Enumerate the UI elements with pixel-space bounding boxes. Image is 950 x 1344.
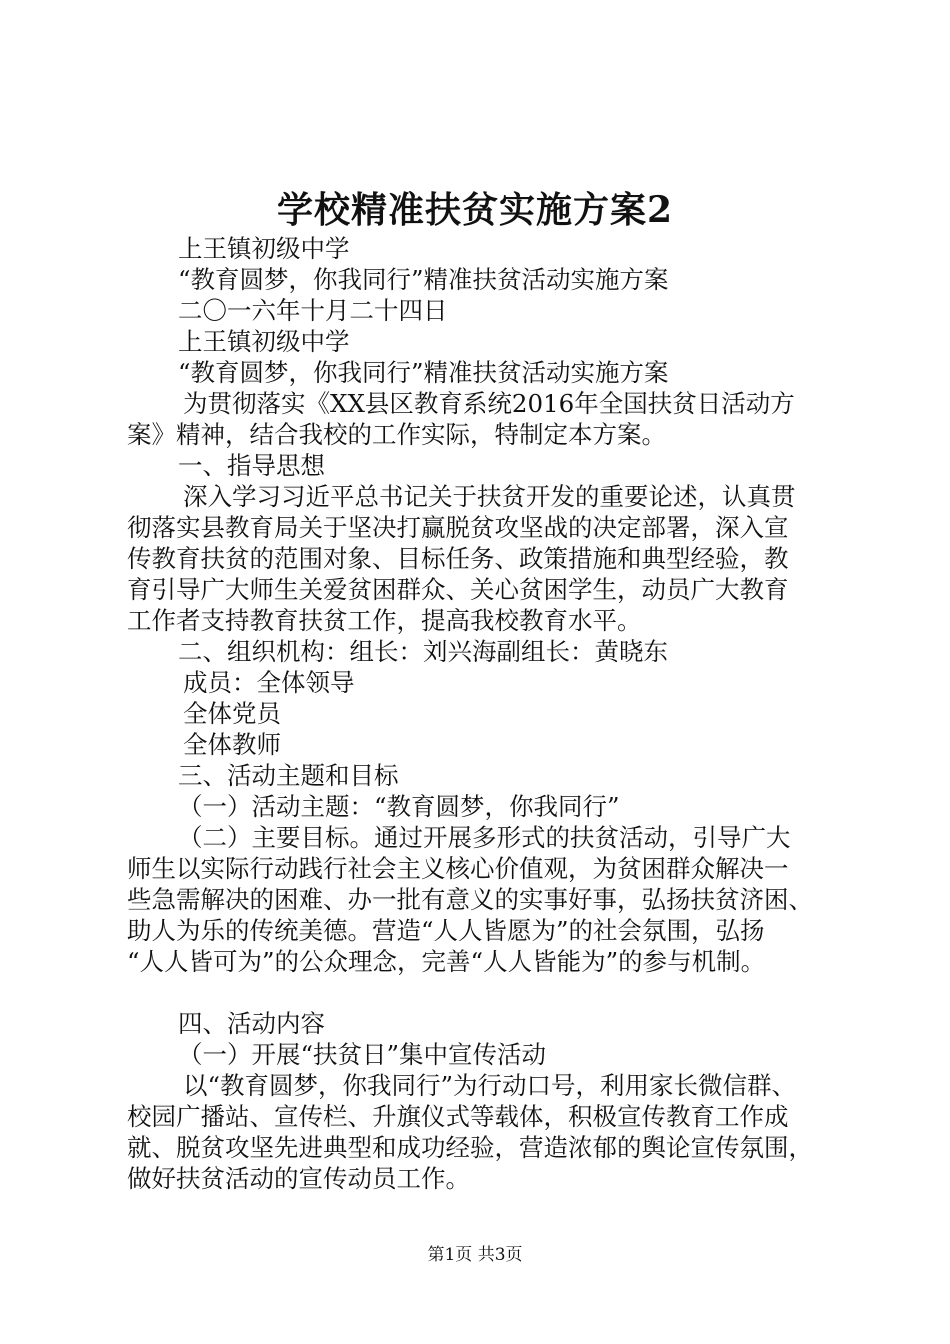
paragraph-line: “人人皆可为”的公众理念，完善“人人皆能为”的参与机制。: [127, 947, 766, 976]
paragraph-line: “教育圆梦，你我同行”精准扶贫活动实施方案: [178, 265, 669, 294]
paragraph-line: 些急需解决的困难、办一批有意义的实事好事，弘扬扶贫济困、: [127, 885, 813, 914]
paragraph-line: “教育圆梦，你我同行”精准扶贫活动实施方案: [178, 358, 669, 387]
paragraph-line: 深入学习习近平总书记关于扶贫开发的重要论述，认真贯: [183, 482, 796, 511]
section-heading: 三、活动主题和目标: [178, 761, 399, 790]
paragraph-line: 上王镇初级中学: [178, 234, 350, 263]
paragraph-line: （一）开展“扶贫日”集中宣传活动: [178, 1040, 547, 1069]
section-heading: 四、活动内容: [178, 1009, 325, 1038]
paragraph-line: （一）活动主题：“教育圆梦，你我同行”: [178, 792, 620, 821]
paragraph-line: 全体教师: [183, 730, 281, 759]
document-title: 学校精准扶贫实施方案2: [276, 189, 674, 231]
paragraph-line: 师生以实际行动践行社会主义核心价值观，为贫困群众解决一: [127, 854, 789, 883]
paragraph-line: 成员：全体领导: [183, 668, 355, 697]
paragraph-line: 上王镇初级中学: [178, 327, 350, 356]
paragraph-line: 全体党员: [183, 699, 281, 728]
paragraph-line: 案》精神，结合我校的工作实际，特制定本方案。: [127, 420, 666, 449]
paragraph-line: 就、脱贫攻坚先进典型和成功经验，营造浓郁的舆论宣传氛围，: [127, 1133, 813, 1162]
document-body: [127, 233, 827, 1194]
paragraph-line: 做好扶贫活动的宣传动员工作。: [127, 1164, 470, 1193]
paragraph-line: 工作者支持教育扶贫工作，提高我校教育水平。: [127, 606, 642, 635]
page-footer: 第1页 共3页: [427, 1245, 523, 1265]
paragraph-line: （二）主要目标。通过开展多形式的扶贫活动，引导广大: [178, 823, 791, 852]
blank-line: [127, 977, 827, 1008]
paragraph-line: 二〇一六年十月二十四日: [178, 296, 448, 325]
section-heading: 二、组织机构：组长：刘兴海副组长：黄晓东: [178, 637, 668, 666]
paragraph-line: 育引导广大师生关爱贫困群众、关心贫困学生，动员广大教育: [127, 575, 789, 604]
paragraph-line: 彻落实县教育局关于坚决打赢脱贫攻坚战的决定部署，深入宣: [127, 513, 789, 542]
section-heading: 一、指导思想: [178, 451, 325, 480]
paragraph-line: 校园广播站、宣传栏、升旗仪式等载体，积极宣传教育工作成: [127, 1102, 789, 1131]
paragraph-line: 以“教育圆梦，你我同行”为行动口号，利用家长微信群、: [183, 1071, 797, 1100]
paragraph-line: 为贯彻落实《XX县区教育系统2016年全国扶贫日活动方: [183, 389, 795, 418]
paragraph-line: 传教育扶贫的范围对象、目标任务、政策措施和典型经验，教: [127, 544, 789, 573]
paragraph-line: 助人为乐的传统美德。营造“人人皆愿为”的社会氛围，弘扬: [127, 916, 765, 945]
